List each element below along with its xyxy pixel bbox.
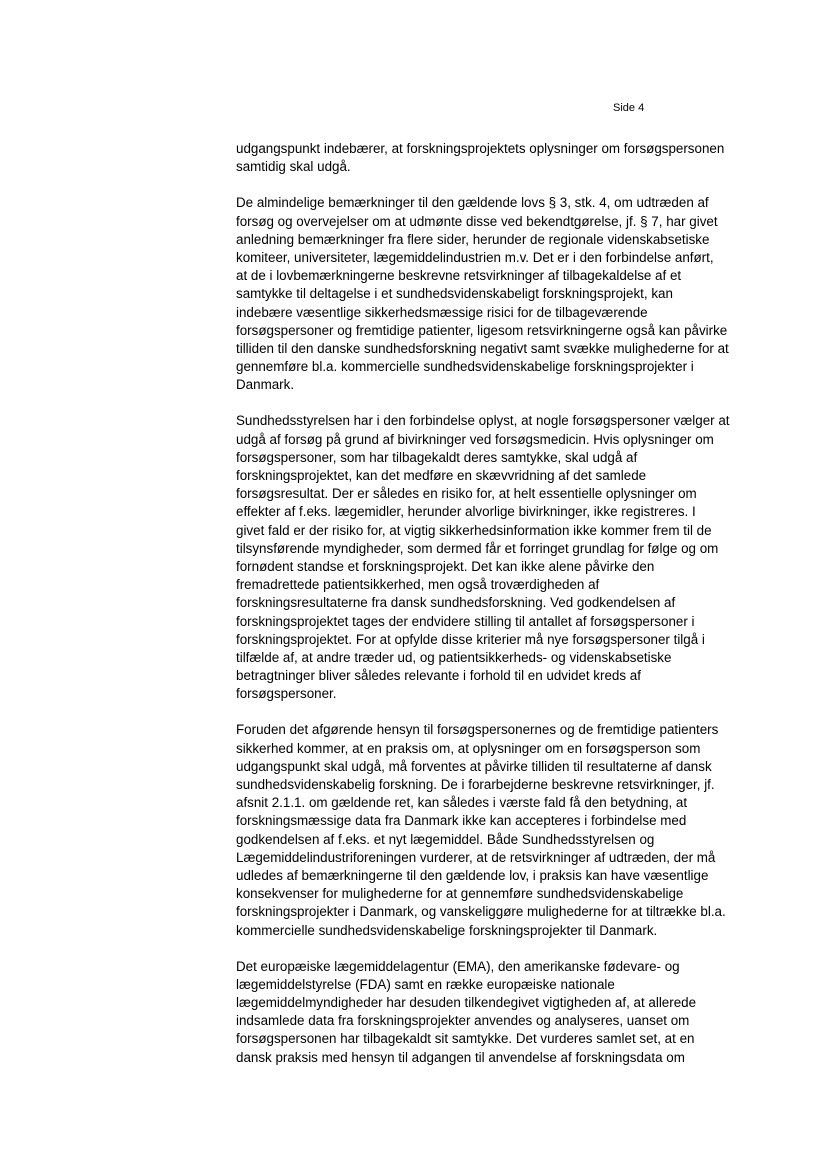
text-line: forskningsprojektet. For at opfylde disse kriterier må nye forsøgspersoner tilgå i <box>236 631 705 647</box>
text-line: Danmark. <box>236 377 295 393</box>
text-line: udgå af forsøg på grund af bivirkninger ved forsøgsmedicin. Hvis oplysninger om <box>236 431 714 447</box>
paragraph-4 <box>236 721 756 939</box>
text-line: forsøgspersoner. <box>236 686 337 702</box>
text-line: samtykke til deltagelse i et sundhedsvidenskabeligt forskningsprojekt, kan <box>236 286 673 302</box>
page-number: Side 4 <box>613 102 645 114</box>
text-line: forskningsmæssige data fra Danmark ikke kan accepteres i forbindelse med <box>236 813 687 829</box>
text-line: samtidig skal udgå. <box>236 159 351 175</box>
text-line: kommercielle sundhedsvidenskabelige forskningsprojekter til Danmark. <box>236 922 658 938</box>
text-line: betragtninger bliver således relevante i forhold til en udvidet kreds af <box>236 668 641 684</box>
text-line: udledes af bemærkningerne til den gældende lov, i praksis kan have væsentlige <box>236 867 709 883</box>
text-line: tilliden til den danske sundhedsforskning negativt samt svække mulighederne for at <box>236 340 729 356</box>
text-line: tilfælde af, at andre træder ud, og patientsikkerheds- og videnskabsetiske <box>236 649 672 665</box>
text-line: at de i lovbemærkningerne beskrevne retsvirkninger af tilbagekaldelse af et <box>236 268 682 284</box>
text-line: komiteer, universiteter, lægemiddelindustrien m.v. Det er i den forbindelse anført, <box>236 249 714 265</box>
text-line: Foruden det afgørende hensyn til forsøgspersonernes og de fremtidige patienters <box>236 722 719 738</box>
text-line: dansk praksis med hensyn til adgangen til anvendelse af forskningsdata om <box>236 1049 685 1065</box>
text-line: Det europæiske lægemiddelagentur (EMA), den amerikanske fødevare- og <box>236 958 680 974</box>
text-line: indsamlede data fra forskningsprojekter anvendes og analyseres, uanset om <box>236 1013 690 1029</box>
text-line: forskningsprojektet, kan det medføre en skævvridning af det samlede <box>236 468 647 483</box>
text-line: fornødent standse et forskningsprojekt. Det kan ikke alene påvirke den <box>236 558 655 574</box>
text-line: godkendelsen af f.eks. et nyt lægemiddel. Både Sundhedsstyrelsen og <box>236 831 655 847</box>
text-line: udgangspunkt indebærer, at forskningsprojektets oplysninger om forsøgspersonen <box>236 141 725 156</box>
text-line: Sundhedsstyrelsen har i den forbindelse oplyst, at nogle forsøgspersoner vælger at <box>236 413 730 429</box>
text-line: afsnit 2.1.1. om gældende ret, kan således i værste fald få den betydning, at <box>236 795 688 811</box>
text-line: forskningsprojektet tages der endvidere stilling til antallet af forsøgspersoner i <box>236 613 695 629</box>
text-line: effekter af f.eks. lægemidler, herunder alvorlige bivirkninger, ikke registreres. I <box>236 504 696 520</box>
text-line: gennemføre bl.a. kommercielle sundhedsvidenskabelige forskningsprojekter i <box>236 359 694 375</box>
text-line: konsekvenser for mulighederne for at gennemføre sundhedsvidenskabelige <box>236 886 684 902</box>
text-line: forskningsprojekter i Danmark, og vanskeliggøre mulighederne for at tiltrække bl.a. <box>236 904 726 920</box>
text-line: sikkerhed kommer, at en praksis om, at oplysninger om en forsøgsperson som <box>236 740 701 756</box>
text-line: Lægemiddelindustriforeningen vurderer, at de retsvirkninger af udtræden, der må <box>236 849 716 865</box>
text-line: anledning bemærkninger fra flere sider, herunder de regionale videnskabsetiske <box>236 231 710 247</box>
paragraph-3 <box>236 412 756 703</box>
text-line: forsøg og overvejelser om at udmønte disse ved bekendtgørelse, jf. § 7, har givet <box>236 213 718 229</box>
body-text <box>236 140 756 1085</box>
text-line: lægemiddelmyndigheder har desuden tilkendegivet vigtigheden af, at allerede <box>236 995 697 1011</box>
text-line: De almindelige bemærkninger til den gældende lovs § 3, stk. 4, om udtræden af <box>236 195 709 211</box>
text-line: forsøgspersonen har tilbagekaldt sit samtykke. Det vurderes samlet set, at en <box>236 1031 695 1047</box>
paragraph-5 <box>236 958 756 1067</box>
text-line: forsøgsresultat. Der er således en risiko for, at helt essentielle oplysninger om <box>236 486 697 502</box>
paragraph-1 <box>236 140 756 176</box>
text-line: forsøgspersoner, som har tilbagekaldt deres samtykke, skal udgå af <box>236 449 638 465</box>
text-line: givet fald er der risiko for, at vigtig sikkerhedsinformation ikke kommer frem til de <box>236 522 712 538</box>
text-line: lægemiddelstyrelse (FDA) samt en række europæiske nationale <box>236 976 615 992</box>
text-line: fremadrettede patientsikkerhed, men også troværdigheden af <box>236 577 600 593</box>
text-line: indebære væsentlige sikkerhedsmæssige risici for de tilbageværende <box>236 304 648 320</box>
text-line: sundhedsvidenskabelig forskning. De i forarbejderne beskrevne retsvirkninger, jf. <box>236 777 715 792</box>
text-line: udgangspunkt skal udgå, må forventes at påvirke tilliden til resultaterne af dansk <box>236 758 712 774</box>
text-line: tilsynsførende myndigheder, som dermed får et forringet grundlag for følge og om <box>236 540 719 556</box>
text-line: forsøgspersoner og fremtidige patienter, ligesom retsvirkningerne også kan påvirke <box>236 322 728 338</box>
paragraph-2 <box>236 194 756 394</box>
text-line: forskningsresultaterne fra dansk sundhedsforskning. Ved godkendelsen af <box>236 595 676 611</box>
